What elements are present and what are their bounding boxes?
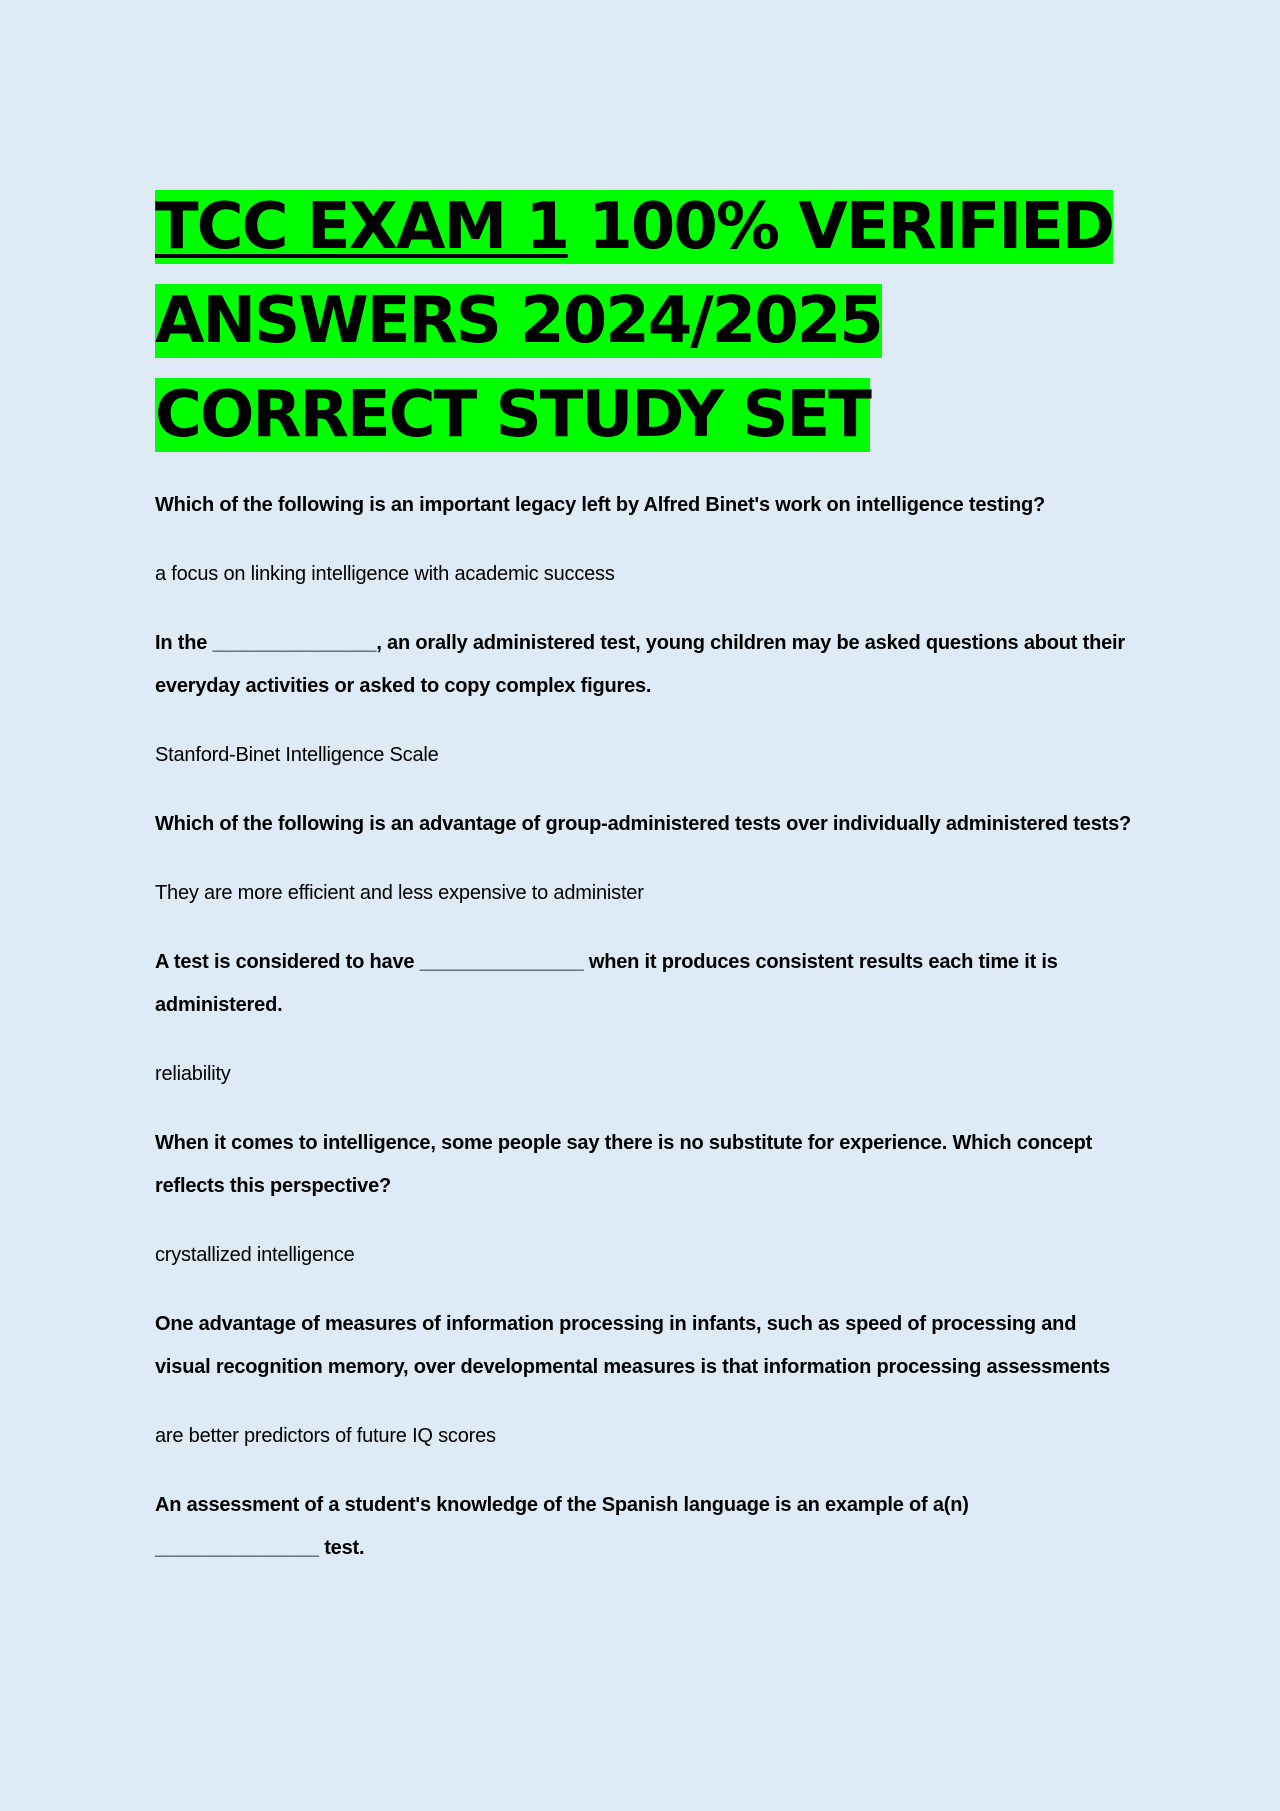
title-underlined-part: TCC EXAM 1	[155, 190, 568, 264]
qa-list	[155, 484, 1135, 1570]
question-7: An assessment of a student's knowledge of the Spanish language is an example of a(n) _______________ test.	[155, 1494, 969, 1559]
question-4: A test is considered to have _______________ when it produces consistent results each time it is administered.	[155, 951, 1058, 1016]
title-highlight	[155, 190, 1113, 452]
document-title	[155, 180, 1135, 462]
answer-5: crystallized intelligence	[155, 1244, 355, 1266]
answer-4: reliability	[155, 1063, 231, 1085]
answer-6: are better predictors of future IQ scores	[155, 1425, 496, 1447]
answer-2: Stanford-Binet Intelligence Scale	[155, 744, 439, 766]
answer-1: a focus on linking intelligence with academic success	[155, 563, 615, 585]
question-5: When it comes to intelligence, some people say there is no substitute for experience. Which concept reflects this perspective?	[155, 1132, 1093, 1197]
question-6: One advantage of measures of information processing in infants, such as speed of processing and visual recognition memory, over developmental measures is that information processing assessments	[155, 1313, 1110, 1378]
question-2: In the _______________, an orally administered test, young children may be asked questions about their everyday activities or asked to copy complex figures.	[155, 632, 1125, 697]
question-3: Which of the following is an advantage of group-administered tests over individually administered tests?	[155, 813, 1132, 835]
document-page	[155, 180, 1135, 1570]
answer-3: They are more efficient and less expensive to administer	[155, 882, 644, 904]
title-rest: 100% VERIFIED ANSWERS 2024/2025 CORRECT STUDY SET	[155, 190, 1113, 452]
question-1: Which of the following is an important legacy left by Alfred Binet's work on intelligence testing?	[155, 494, 1046, 516]
